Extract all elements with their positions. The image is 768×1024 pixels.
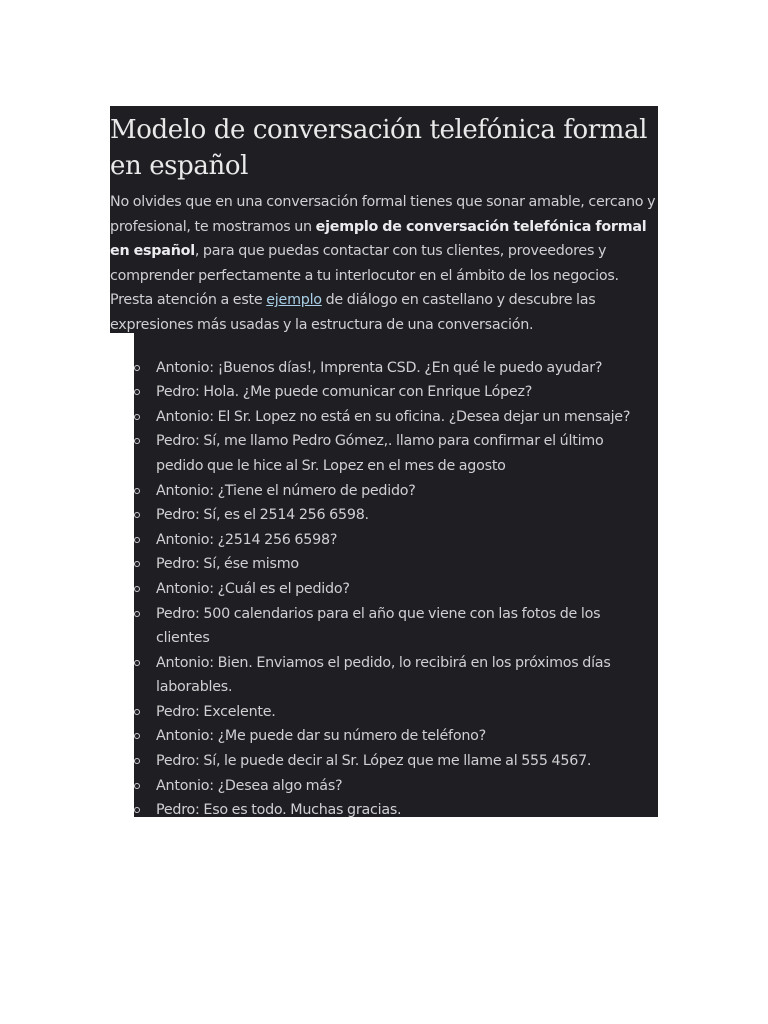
dialogue-line	[156, 380, 658, 405]
article-intro	[110, 190, 658, 338]
dialogue-line	[156, 552, 658, 577]
bullet-icon	[134, 537, 140, 543]
dialogue-text: Pedro: Hola. ¿Me puede comunicar con Enrique López?	[156, 384, 533, 401]
bullet-icon	[134, 561, 140, 567]
dialogue-line	[156, 700, 658, 725]
bullet-icon	[134, 807, 140, 813]
dialogue-text: Pedro: Eso es todo. Muchas gracias.	[156, 802, 402, 819]
dialogue-text: Antonio: ¿Desea algo más?	[156, 777, 343, 794]
bullet-icon	[134, 733, 140, 739]
dialogue-text: Antonio: El Sr. Lopez no está en su oficina. ¿Desea dejar un mensaje?	[156, 408, 631, 425]
dialogue-text: Antonio: ¿Cuál es el pedido?	[156, 580, 350, 597]
dialogue-text: Pedro: Sí, ése mismo	[156, 556, 299, 573]
bullet-icon	[134, 512, 140, 518]
dialogue-text: Antonio: ¡Buenos días!, Imprenta CSD. ¿En qué le puedo ayudar?	[156, 359, 603, 376]
dialogue-line	[156, 798, 658, 823]
dialogue-list	[110, 356, 658, 823]
dialogue-line	[156, 503, 658, 528]
intro-text-1: No olvides que en una conversación formal tienes que sonar amable, cercano y profesional, te mostramos un	[110, 194, 656, 235]
bullet-icon	[134, 414, 140, 420]
dialogue-text: Pedro: Excelente.	[156, 703, 276, 720]
bullet-icon	[134, 611, 140, 617]
dialogue-line	[156, 749, 658, 774]
dialogue-line	[156, 602, 658, 651]
bullet-icon	[134, 709, 140, 715]
dialogue-line	[156, 479, 658, 504]
ejemplo-link[interactable]: ejemplo	[266, 292, 322, 309]
article	[110, 106, 658, 823]
dialogue-line	[156, 528, 658, 553]
dialogue-text: Pedro: Sí, le puede decir al Sr. López que me llame al 555 4567.	[156, 753, 592, 770]
bullet-icon	[134, 758, 140, 764]
dialogue-line	[156, 774, 658, 799]
bullet-icon	[134, 783, 140, 789]
dialogue-text: Antonio: ¿Tiene el número de pedido?	[156, 482, 416, 499]
dialogue-text: Antonio: Bien. Enviamos el pedido, lo recibirá en los próximos días laborables.	[156, 654, 611, 696]
bullet-icon	[134, 365, 140, 371]
bullet-icon	[134, 438, 140, 444]
dialogue-line	[156, 577, 658, 602]
intro-bold-text: ejemplo de conversación telefónica formal en español	[110, 218, 647, 260]
dialogue-line	[156, 429, 658, 478]
bullet-icon	[134, 586, 140, 592]
intro-text-2: , para que puedas contactar con tus clientes, proveedores y comprender perfectamente a tu interlocutor en el ámbito de los negocios. Presta atención a este	[110, 243, 619, 309]
dialogue-line	[156, 651, 658, 700]
dialogue-text: Pedro: 500 calendarios para el año que viene con las fotos de los clientes	[156, 605, 601, 647]
bullet-icon	[134, 660, 140, 666]
article-title: Modelo de conversación telefónica formal en español	[110, 115, 648, 181]
dialogue-text: Pedro: Sí, es el 2514 256 6598.	[156, 507, 369, 524]
dialogue-text: Antonio: ¿Me puede dar su número de teléfono?	[156, 728, 486, 745]
dialogue-line	[156, 356, 658, 381]
dialogue-line	[156, 405, 658, 430]
dialogue-line	[156, 724, 658, 749]
bullet-icon	[134, 488, 140, 494]
dialogue-text: Pedro: Sí, me llamo Pedro Gómez,. llamo para confirmar el último pedido que le hice al Sr. Lopez en el mes de agosto	[156, 433, 604, 474]
intro-text-3: de diálogo en castellano y descubre las expresiones más usadas y la estructura de una conversación.	[110, 292, 596, 333]
bullet-icon	[134, 389, 140, 395]
dialogue-text: Antonio: ¿2514 256 6598?	[156, 531, 338, 548]
